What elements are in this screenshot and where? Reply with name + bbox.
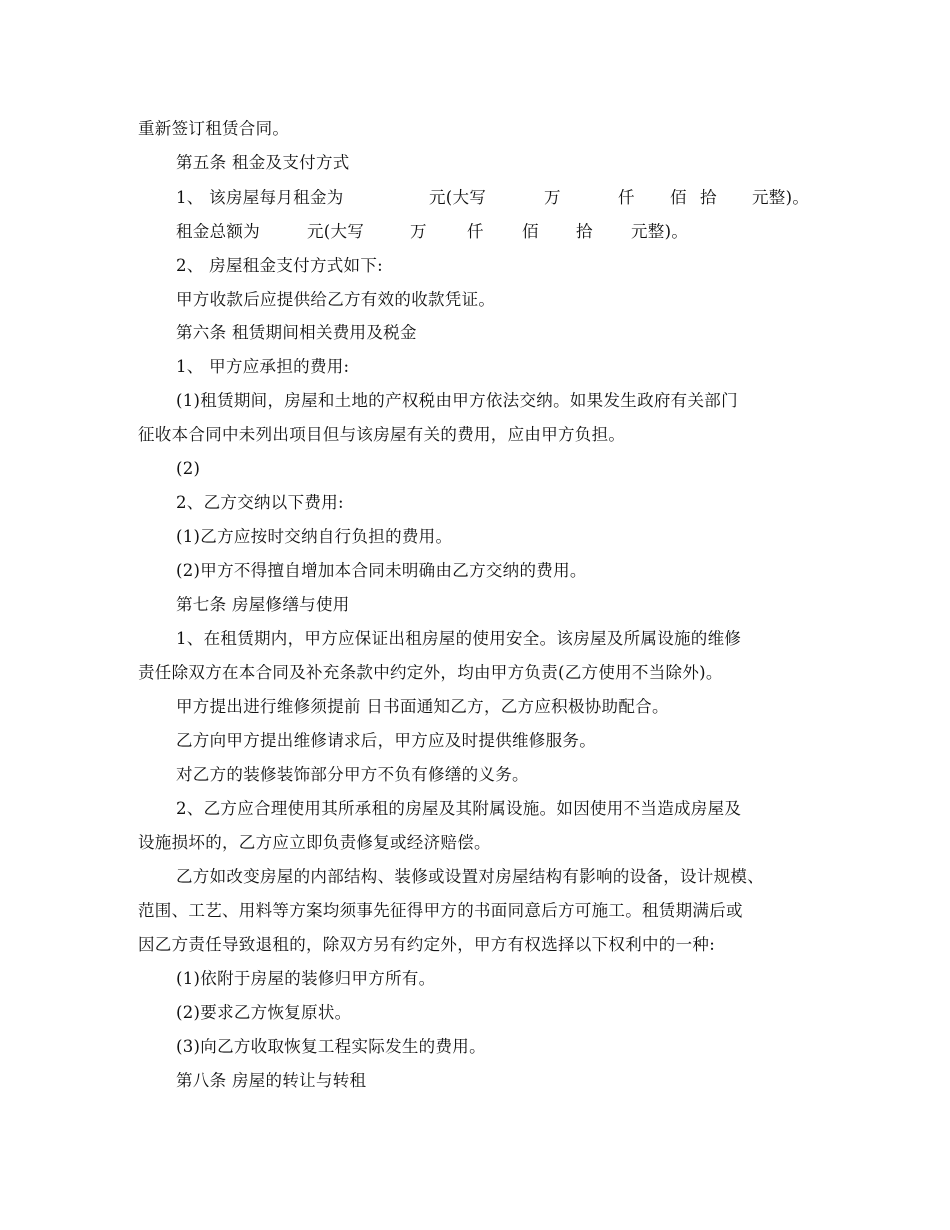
paragraph-line: 1、 甲方应承担的费用: (176, 357, 350, 376)
article-heading: 第六条 租赁期间相关费用及税金 (176, 323, 417, 342)
paragraph-line: (1)依附于房屋的装修归甲方所有。 (176, 969, 436, 988)
paragraph-line: 征收本合同中未列出项目但与该房屋有关的费用，应由甲方负担。 (138, 425, 626, 444)
article-heading: 第五条 租金及支付方式 (176, 153, 350, 172)
paragraph-line: 1、在租赁期内，甲方应保证出租房屋的使用安全。该房屋及所属设施的维修 (176, 629, 742, 648)
paragraph-line: (2) (176, 459, 201, 478)
paragraph-line: 甲方收款后应提供给乙方有效的收款凭证。 (176, 290, 496, 309)
unit-wan: 万 (544, 188, 561, 207)
paragraph-line: (2)甲方不得擅自增加本合同未明确由乙方交纳的费用。 (176, 561, 587, 580)
rent-monthly-line (176, 187, 344, 209)
paragraph-line: 范围、工艺、用料等方案均须事先征得甲方的书面同意后方可施工。租赁期满后或 (138, 901, 743, 920)
paragraph-line: 乙方向甲方提出维修请求后，甲方应及时提供维修服务。 (176, 731, 596, 750)
unit-bai: 佰 (670, 188, 687, 207)
unit-shi: 拾 (700, 188, 717, 207)
unit-qian: 仟 (618, 188, 635, 207)
unit-shi: 拾 (576, 222, 593, 241)
paragraph-line: 责任除双方在本合同及补充条款中约定外，均由甲方负责(乙方使用不当除外)。 (138, 663, 723, 682)
paragraph-line: 对乙方的装修装饰部分甲方不负有修缮的义务。 (176, 765, 529, 784)
rent-total-label: 租金总额为 (176, 222, 260, 241)
amount-words-close: 元整)。 (631, 222, 689, 241)
unit-qian: 仟 (467, 222, 484, 241)
amount-words-open: 元(大写 (307, 222, 365, 241)
paragraph-line: 2、乙方应合理使用其所承租的房屋及其附属设施。如因使用不当造成房屋及 (176, 799, 742, 818)
paragraph-line: 2、 房屋租金支付方式如下: (176, 256, 384, 275)
paragraph-line: (1)乙方应按时交纳自行负担的费用。 (176, 527, 453, 546)
paragraph-line: (3)向乙方收取恢复工程实际发生的费用。 (176, 1037, 486, 1056)
paragraph-line: 甲方提出进行维修须提前 日书面通知乙方，乙方应积极协助配合。 (176, 697, 669, 716)
amount-words-close: 元整)。 (752, 188, 810, 207)
rent-monthly-label: 1、 该房屋每月租金为 (176, 188, 344, 207)
paragraph-line: (2)要求乙方恢复原状。 (176, 1003, 352, 1022)
amount-words-open: 元(大写 (429, 188, 487, 207)
unit-bai: 佰 (522, 222, 539, 241)
paragraph-line: 乙方如改变房屋的内部结构、装修或设置对房屋结构有影响的设备，设计规模、 (176, 867, 764, 886)
paragraph-line: 重新签订租赁合同。 (138, 119, 290, 138)
article-heading: 第八条 房屋的转让与转租 (176, 1071, 367, 1090)
paragraph-line: 因乙方责任导致退租的，除双方另有约定外，甲方有权选择以下权利中的一种: (138, 935, 716, 954)
article-heading: 第七条 房屋修缮与使用 (176, 595, 350, 614)
paragraph-line: 设施损坏的，乙方应立即负责修复或经济赔偿。 (138, 833, 491, 852)
paragraph-line: (1)租赁期间，房屋和土地的产权税由甲方依法交纳。如果发生政府有关部门 (176, 391, 738, 410)
paragraph-line: 2、乙方交纳以下费用: (176, 493, 344, 512)
unit-wan: 万 (410, 222, 427, 241)
